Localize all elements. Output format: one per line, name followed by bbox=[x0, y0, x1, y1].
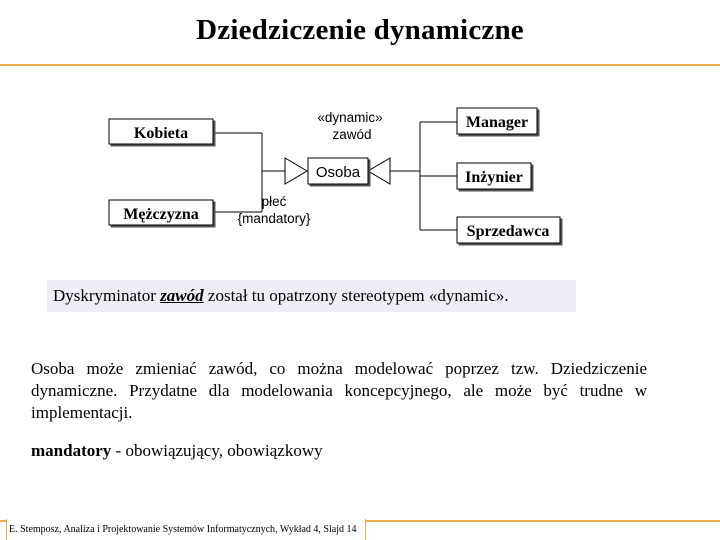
stereotype-dynamic: «dynamic» bbox=[317, 110, 383, 125]
discriminator-note-post: został tu opatrzony stereotypem «dynamic». bbox=[203, 286, 509, 305]
class-box-inzynier bbox=[457, 163, 531, 189]
explanation-paragraph: Osoba może zmieniać zawód, co można modelować poprzez tzw. Dziedziczenie dynamiczne. Przydatne dla modelowania koncepcyjnego, ale może być trudne w implementacji. bbox=[31, 359, 647, 422]
class-label-mezczyzna: Mężczyzna bbox=[123, 206, 199, 223]
mandatory-term: mandatory bbox=[31, 441, 112, 460]
constraint-mandatory: {mandatory} bbox=[237, 211, 311, 226]
class-box-mezczyzna bbox=[109, 200, 213, 225]
discriminator-note bbox=[47, 280, 576, 312]
generalization-arrow-left bbox=[285, 158, 307, 184]
mandatory-meaning: - obowiązujący, obowiązkowy bbox=[111, 441, 323, 460]
slide-footer: E. Stemposz, Analiza i Projektowanie Systemów Informatycznych, Wykład 4, Slajd 14 bbox=[9, 524, 357, 535]
mandatory-definition bbox=[31, 440, 323, 462]
class-label-inzynier: Inżynier bbox=[465, 169, 523, 186]
generalization-arrow-right bbox=[368, 158, 390, 184]
class-box-manager bbox=[457, 108, 537, 134]
slide-title: Dziedziczenie dynamiczne bbox=[196, 14, 524, 46]
discriminator-plec: płeć bbox=[261, 194, 287, 209]
class-box-osoba bbox=[308, 158, 368, 184]
class-box-kobieta bbox=[109, 119, 213, 144]
discriminator-note-term: zawód bbox=[160, 286, 204, 305]
class-box-sprzedawca bbox=[457, 217, 560, 243]
class-label-manager: Manager bbox=[465, 114, 529, 131]
discriminator-zawod: zawód bbox=[332, 127, 372, 142]
class-label-sprzedawca: Sprzedawca bbox=[466, 223, 550, 240]
discriminator-note-pre: Dyskryminator bbox=[53, 286, 161, 305]
class-label-kobieta: Kobieta bbox=[133, 125, 189, 142]
class-label-osoba: Osoba bbox=[315, 164, 361, 181]
